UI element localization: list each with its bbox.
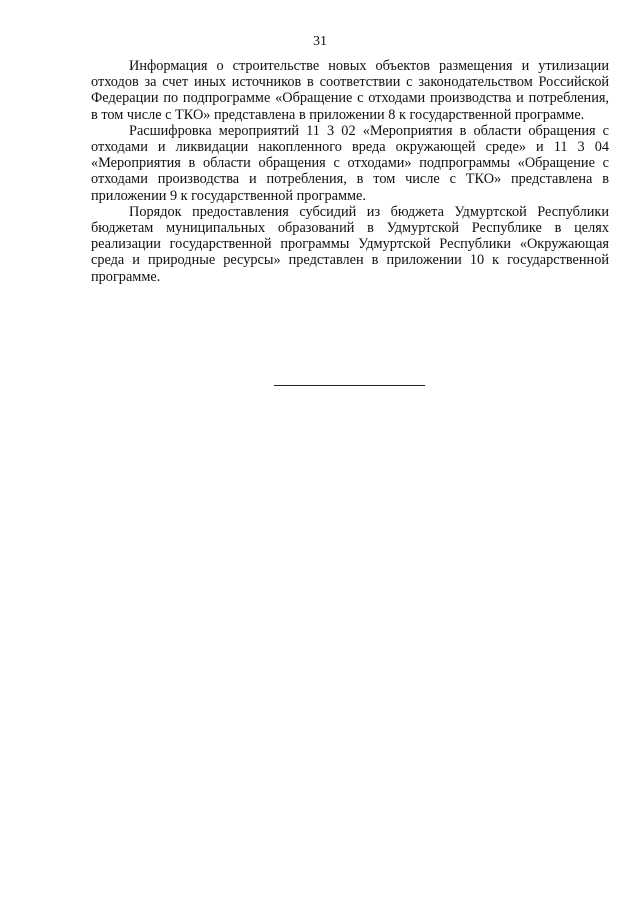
end-separator-line — [274, 385, 425, 386]
document-body — [91, 58, 609, 285]
paragraph-appendix-9: Расшифровка мероприятий 11 3 02 «Мероприятия в области обращения с отходами и ликвидации накопленного вреда окружающей среде» и 11 3 04 «Мероприятия в области обращения с отходами» подпрограммы «Обращение с отходами производства и потребления, в том числе с ТКО» представлена в приложении 9 к государственной программе. — [91, 122, 609, 204]
paragraph-appendix-10: Порядок предоставления субсидий из бюджета Удмуртской Республики бюджетам муниципальных образований в Удмуртской Республике в целях реализации государственной программы Удмуртской Республики «Окружающая среда и природные ресурсы» представлен в приложении 10 к государственной программе. — [91, 203, 609, 285]
page-number: 31 — [313, 34, 327, 49]
paragraph-appendix-8: Информация о строительстве новых объектов размещения и утилизации отходов за счет иных источников в соответствии с законодательством Российской Федерации по подпрограмме «Обращение с отходами производства и потребления, в том числе с ТКО» представлена в приложении 8 к государственной программе. — [91, 58, 609, 123]
